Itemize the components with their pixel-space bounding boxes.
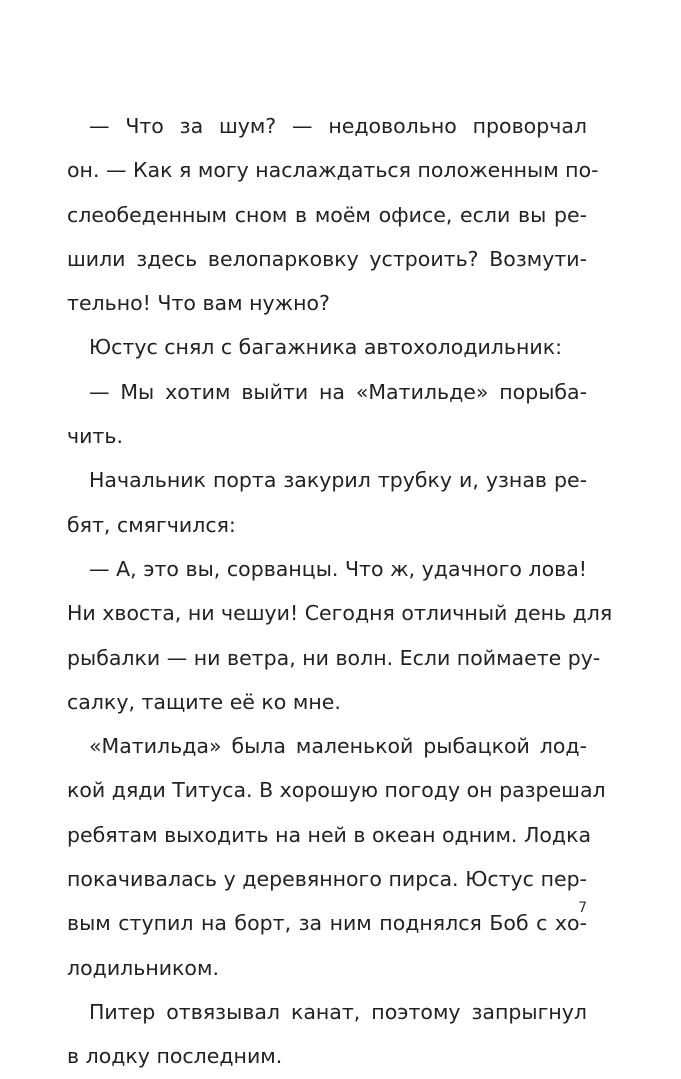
text-line: Питер отвязывал канат, поэтому запрыгнул xyxy=(89,999,587,1024)
text-line: тельно! Что вам нужно? xyxy=(67,291,330,316)
text-line: слеобеденным сном в моём офисе, если вы ре- xyxy=(67,202,587,227)
text-line: ребятам выходить на ней в океан одним. Лодка xyxy=(67,822,592,847)
book-page-text xyxy=(67,104,613,1079)
text-line: шили здесь велопарковку устроить? Возмути- xyxy=(67,246,587,271)
text-line: чить. xyxy=(67,424,123,449)
text-line: салку, тащите её ко мне. xyxy=(67,689,341,714)
page-number: 7 xyxy=(578,900,587,916)
text-line: Юстус снял с багажника автохолодильник: xyxy=(89,335,563,360)
text-line: вым ступил на борт, за ним поднялся Боб с хо- xyxy=(67,911,587,936)
text-line: покачивалась у деревянного пирса. Юстус пер- xyxy=(67,867,587,892)
text-line: бят, смягчился: xyxy=(67,512,236,537)
text-line: Ни хвоста, ни чешуи! Сегодня отличный день для xyxy=(67,601,613,626)
text-line: он. — Как я могу наслаждаться положенным по- xyxy=(67,158,599,183)
text-line: Начальник порта закурил трубку и, узнав ре- xyxy=(89,468,587,493)
text-line: кой дяди Титуса. В хорошую погоду он разрешал xyxy=(67,778,606,803)
text-line: лодильником. xyxy=(67,955,219,980)
text-line: рыбалки — ни ветра, ни волн. Если поймаете ру- xyxy=(67,645,601,670)
text-line: «Матильда» была маленькой рыбацкой лод- xyxy=(89,734,587,759)
text-line: — А, это вы, сорванцы. Что ж, удачного лова! xyxy=(89,556,587,581)
text-line: — Мы хотим выйти на «Матильде» порыба- xyxy=(89,379,587,404)
text-line: в лодку последним. xyxy=(67,1044,283,1069)
text-line: — Что за шум? — недовольно проворчал xyxy=(89,114,587,138)
